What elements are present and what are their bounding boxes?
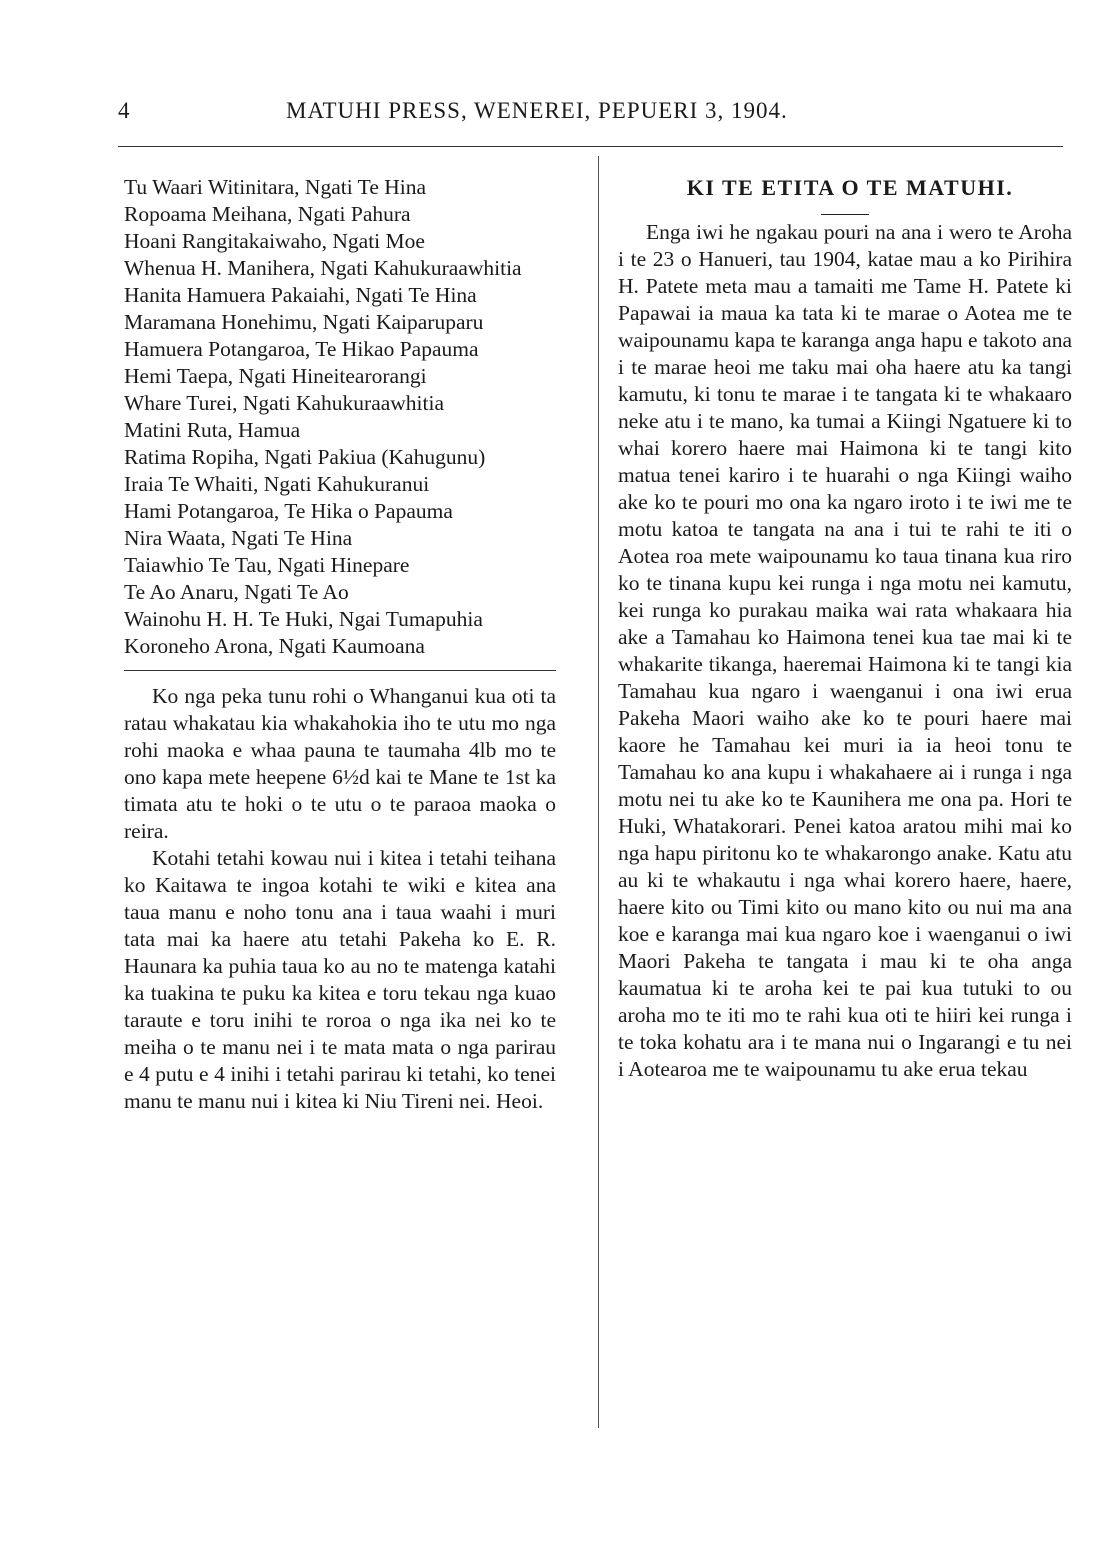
page-header xyxy=(118,98,910,132)
masthead: MATUHI PRESS, WENEREI, PEPUERI 3, 1904. xyxy=(286,98,788,123)
name-entry: Ratima Ropiha, Ngati Pakiua (Kahugunu) xyxy=(124,445,486,469)
name-entry: Hemi Taepa, Ngati Hineitearorangi xyxy=(124,364,427,388)
name-entry: Whare Turei, Ngati Kahukuraawhitia xyxy=(124,391,445,415)
letter-body: Enga iwi he ngakau pouri na ana i wero te Aroha i te 23 o Hanueri, tau 1904, katae mau a ko Pirihira H. Patete meta mau a tamaiti me Tame H. Patete ki Papawai ia maua ka tata ki te marae o Aotea me te waipounamu kapa te karanga anga hapu e takoto ana i te marae heoi me taku mai oha haere atu ka tangi kamutu, ki tonu te marae i te tangata ki te whakaaro neke atu i te mano, ka tumai a Kiingi Ngatuere ki to whai korero haere mai Haimona ki te tangi kito matua tenei kariro i te huarahi o nga Kiingi waiho ake ko te pouri mo ona ka ngaro iroto i te iwi me te motu katoa te tangata na ana i tui te rahi te iti o Aotea roa mete waipounamu ko taua tinana kua riro ko te tinana kupu kei runga i nga motu nei kamutu, kei runga ko purakau maika wai rata whakaara hia ake a Tamahau ko Haimona tenei kua tae mai ki te whakarite tikanga, haeremai Haimona ki te tangi kia Tamahau kua ngaro i waenganui i ona iwi erua Pakeha Maori waiho ake ko te pouri haere mai kaore he Tamahau kei muri ia ia heoi tonu te Tamahau ko ana kupu i whakahaere ai i runga i nga motu nei tu ake ko te Kaunihera me ona pa. Hori te Huki, Whatakorari. Penei katoa aratou mihi mai ko nga hapu piritonu ko te whakarongo anake. Katu atu au ki te whakautu i nga whai korero haere, haere, haere kito ou Timi kito ou mano kito ou nui ma ana koe e karanga mai kua ngaro koe i waenganui o iwi Maori Pakeha te tangata i mau ki te oha anga kaumatua ki te aroha kei te pai kua tutuki to ou aroha mo te iti mo te rahi kua oti te hiiri kei runga i te toka kohatu ara i te mana nui o Ingarangi e tu nei i Aotearoa me te waipounamu tu ake erua tekau xyxy=(618,220,1072,1081)
name-entry: Wainohu H. H. Te Huki, Ngai Tumapuhia xyxy=(124,607,483,631)
bread-price-paragraph: Ko nga peka tunu rohi o Whanganui kua oti ta ratau whakatau kia whakahokia iho te utu mo nga rohi maoka e whaa pauna te taumaha 4lb mo te ono kapa mete heepene 6½d kai te Mane te 1st ka timata atu te hoki o te utu o te paraoa maoka o reira. xyxy=(124,684,556,843)
title-rule xyxy=(821,214,869,215)
name-entry: Tu Waari Witinitara, Ngati Te Hina xyxy=(124,175,427,199)
page-number: 4 xyxy=(118,98,130,123)
name-entry: Iraia Te Whaiti, Ngati Kahukuranui xyxy=(124,472,430,496)
name-entry: Koroneho Arona, Ngati Kaumoana xyxy=(124,634,425,658)
name-entry: Whenua H. Manihera, Ngati Kahukuraawhitia xyxy=(124,256,522,280)
article-title: KI TE ETITA O TE MATUHI. xyxy=(686,175,1014,200)
name-entry: Taiawhio Te Tau, Ngati Hinepare xyxy=(124,553,410,577)
name-list xyxy=(124,174,556,660)
name-entry: Hoani Rangitakaiwaho, Ngati Moe xyxy=(124,229,425,253)
bird-paragraph: Kotahi tetahi kowau nui i kitea i tetahi teihana ko Kaitawa te ingoa kotahi te wiki e kitea ana taua manu e noho tonu ana i taua waahi i muri tata mai ka haere atu tetahi Pakeha ko E. R. Haunara ka puhia taua ko au no te matenga katahi ka tuakina te puku ka kitea e toru tekau nga kuao taraute e toru inihi te roroa o nga ika nei ko te meiha o te manu nei i te mata mata o nga parirau e 4 putu e 4 inihi i tetahi parirau ki tetahi, ko tenei manu te manu nui i kitea ki Niu Tireni nei. Heoi. xyxy=(124,846,556,1113)
column-divider xyxy=(598,156,599,1428)
name-entry: Nira Waata, Ngati Te Hina xyxy=(124,526,353,550)
name-entry: Te Ao Anaru, Ngati Te Ao xyxy=(124,580,349,604)
name-entry: Matini Ruta, Hamua xyxy=(124,418,301,442)
right-column xyxy=(618,174,1072,1083)
name-entry: Hanita Hamuera Pakaiahi, Ngati Te Hina xyxy=(124,283,477,307)
name-entry: Hami Potangaroa, Te Hika o Papauma xyxy=(124,499,453,523)
header-rule xyxy=(118,146,1063,147)
left-column xyxy=(124,174,556,1115)
name-entry: Maramana Honehimu, Ngati Kaiparuparu xyxy=(124,310,484,334)
name-entry: Hamuera Potangaroa, Te Hikao Papauma xyxy=(124,337,479,361)
name-entry: Ropoama Meihana, Ngati Pahura xyxy=(124,202,411,226)
section-rule xyxy=(124,670,556,671)
